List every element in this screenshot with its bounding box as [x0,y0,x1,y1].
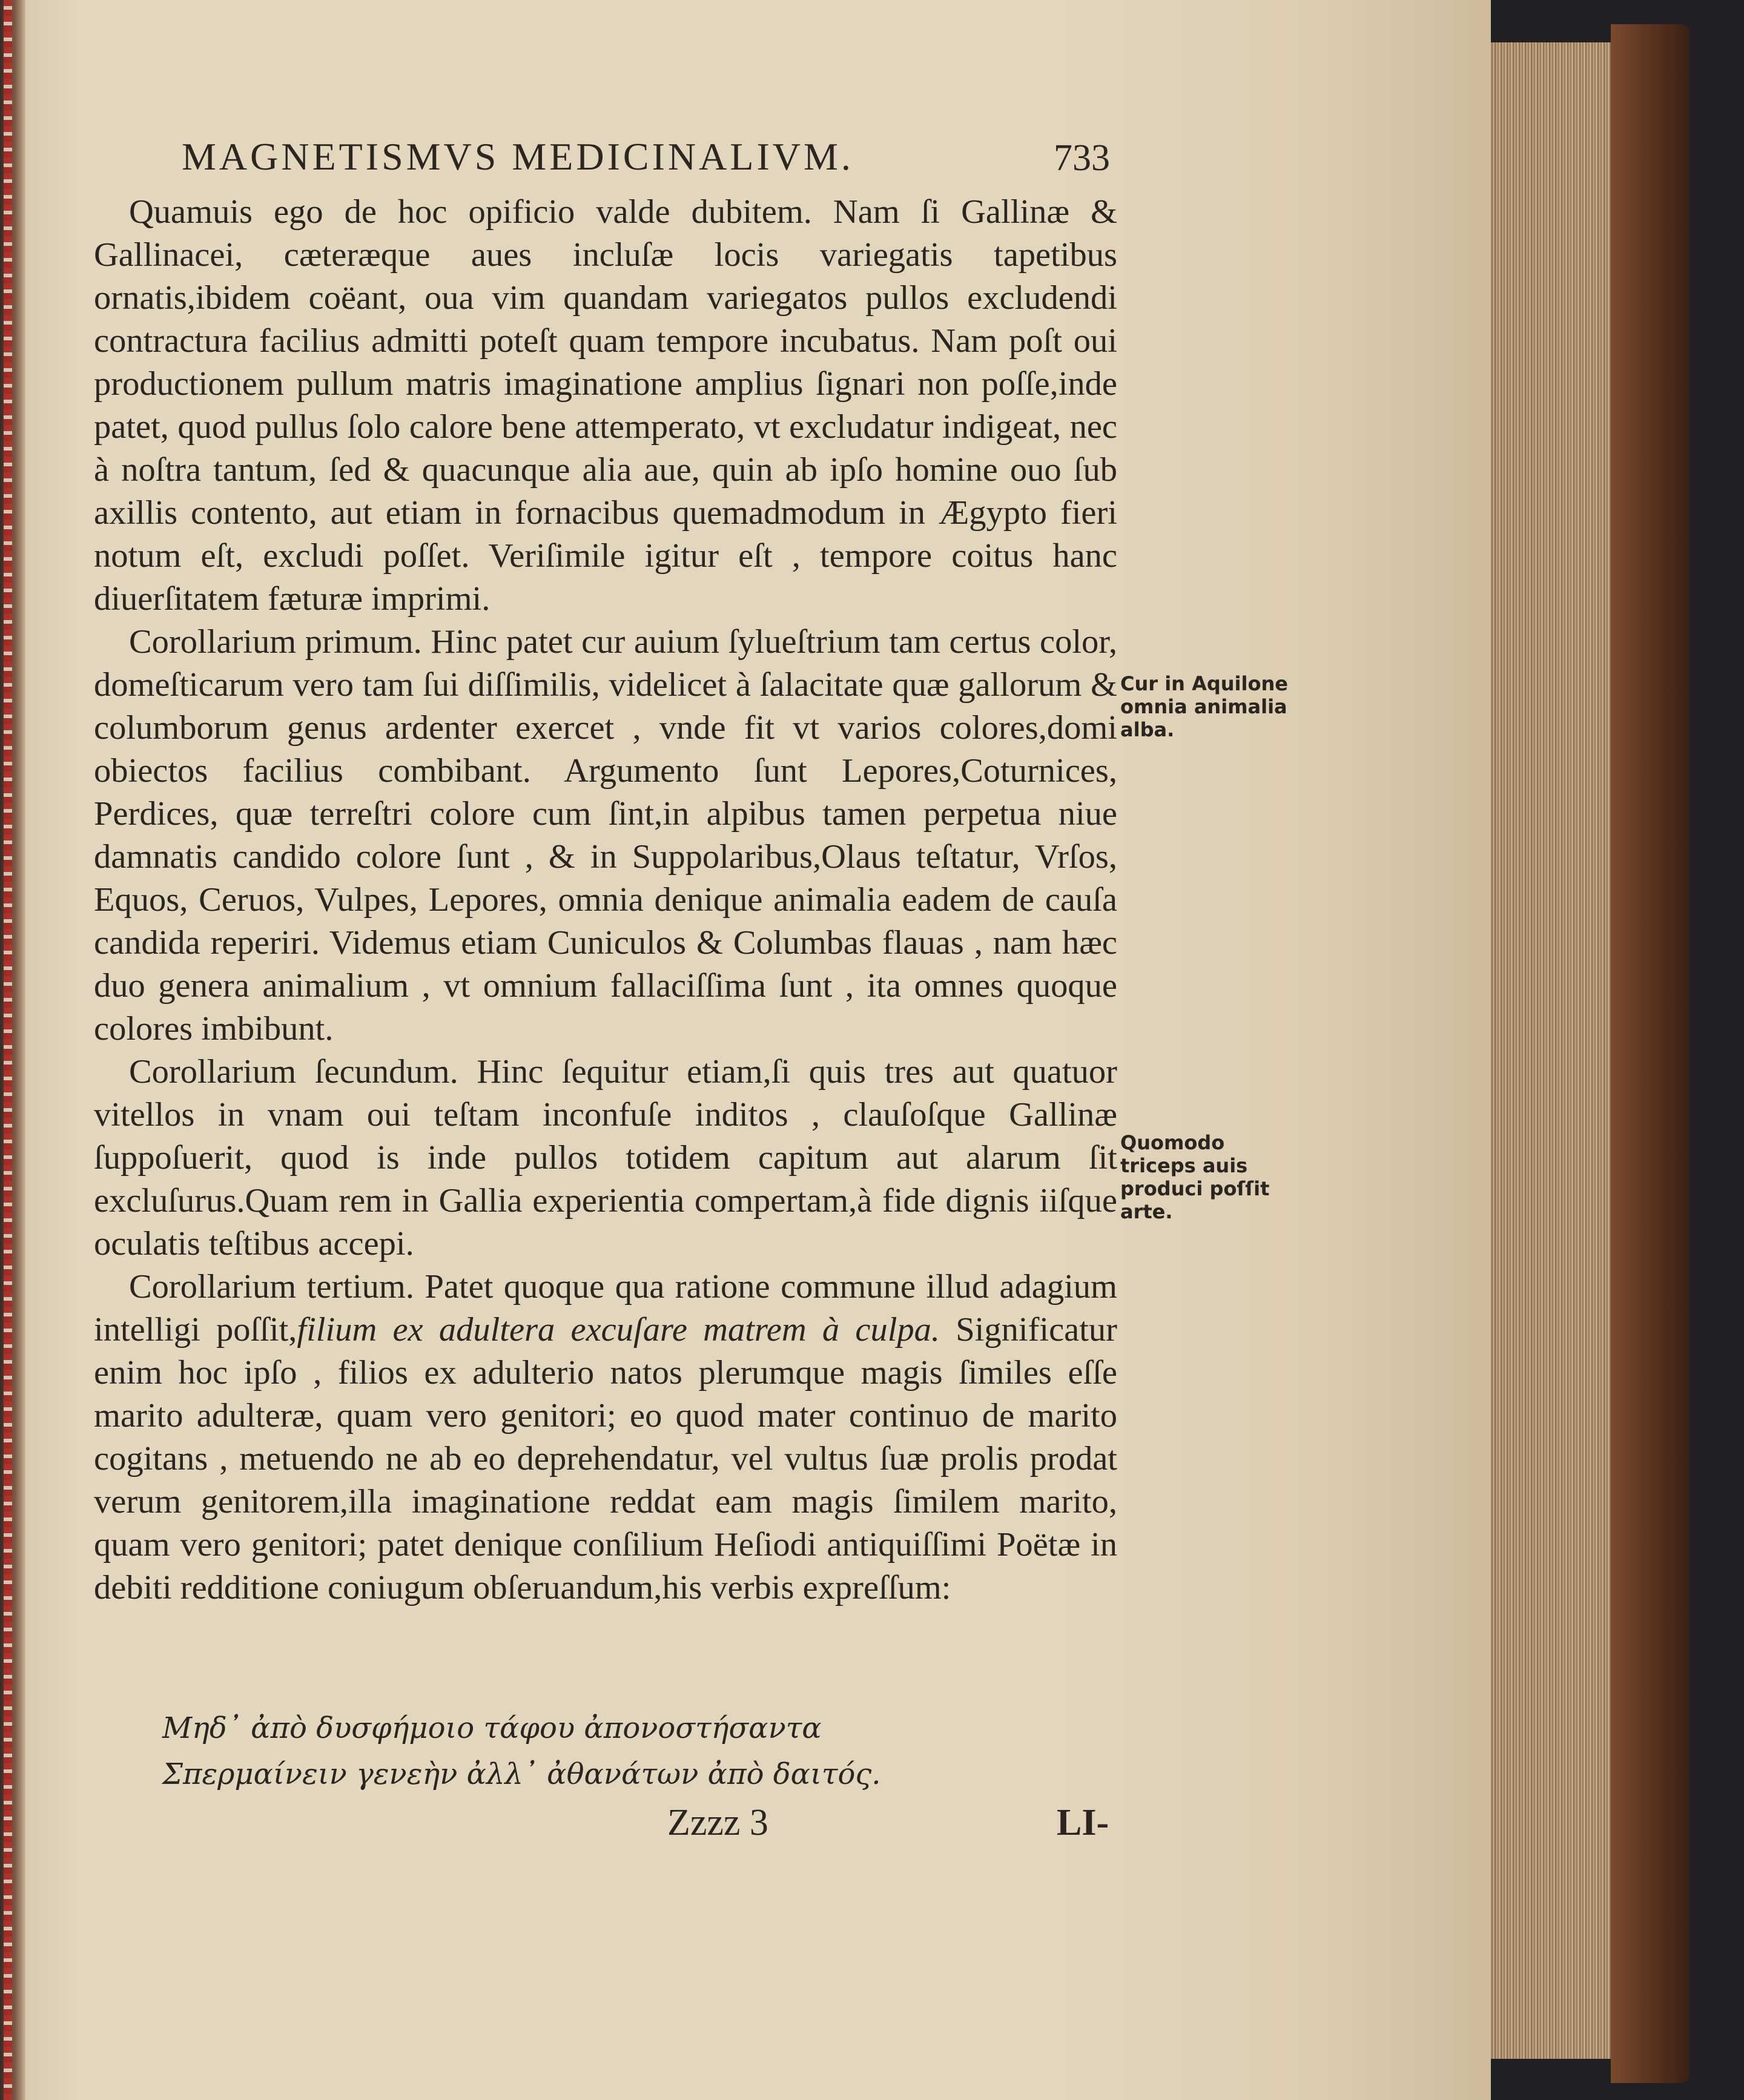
paragraph-text: Corollarium tertium. Patet quoque qua ratione commune illud adagium intelligi poſſit, [94,1268,1117,1349]
running-title: MAGNETISMVS MEDICINALIVM. [182,135,854,178]
page-block-edge [1478,42,1611,2059]
catchword: LI- [1057,1802,1109,1843]
paragraph-text: Significatur enim hoc ipſo , filios ex adulterio natos plerumque magis ſimiles eſſe marito adulteræ, quam vero genitori; eo quod mater continuo de marito cogitans , metuendo ne ab eo deprehendatur, vel vultus ſuæ prolis prodat verum genitorem,illa imaginatione reddat eam magis ſimilem marito, quam vero genitori; patet denique conſilium Heſiodi antiquiſſimi Poëtæ in debiti redditione coniugum obſeruandum,his verbis expreſſum: [94,1311,1118,1606]
paragraph [94,1266,1117,1610]
greek-quote-line: Σπερμαίνειν γενεὴν ἀλλ᾽ ἀθανάτων ἀπὸ δαιτός. [162,1757,881,1791]
marginal-note: Quomodo triceps auis produci poſſit arte. [1120,1131,1270,1223]
book-cover-edge [1611,24,1689,2083]
greek-quote-line: Μηδ᾽ ἀπὸ δυσφήμοιο τάφου ἀπονοστήσαντα [162,1711,822,1745]
page-number: 733 [1054,137,1110,179]
bookmark-ribbon [4,0,12,2100]
signature-mark: Zzzz 3 [667,1802,768,1843]
paragraph: Quamuis ego de hoc opificio valde dubitem. Nam ſi Gallinæ & Gallinacei, cæteræque aues incluſæ locis variegatis tapetibus ornatis,ibidem coëant, oua vim quandam variegatos pullos excludendi contractura facilius admitti poteſt quam tempore incubatus. Nam poſt oui productionem pullum matris imaginatione amplius ſignari non poſſe,inde patet, quod pullus ſolo calore bene attemperato, vt excludatur indigeat, nec à noſtra tantum, ſed & quacunque alia aue, quin ab ipſo homine ouo ſub axillis contento, aut etiam in fornacibus quemadmodum in Ægypto fieri notum eſt, excludi poſſet. Veriſimile igitur eſt , tempore coitus hanc diuerſitatem fæturæ imprimi. [94,193,1117,618]
paragraph: Corollarium ſecundum. Hinc ſequitur etiam,ſi quis tres aut quatuor vitellos in vnam oui teſtam inconfuſe inditos , clauſoſque Gallinæ ſuppoſuerit, quod is inde pullos totidem capitum aut alarum ſit excluſurus.Quam rem in Gallia experientia compertam,à fide dignis iiſque oculatis teſtibus accepi. [94,1053,1117,1263]
adage-italic: filium ex adultera excuſare matrem à culpa. [297,1311,940,1349]
marginal-note: Cur in Aquilone omnia animalia alba. [1120,672,1288,741]
main-text [94,191,1117,1610]
paragraph: Corollarium primum. Hinc patet cur auium ſylueſtrium tam certus color, domeſticarum vero tam ſui diſſimilis, videlicet à ſalacitate quæ gallorum & columborum genus ardenter exercet , vnde fit vt varios colores,domi obiectos facilius combibant. Argumento ſunt Lepores,Coturnices, Perdices, quæ terreſtri colore cum ſint,in alpibus tamen perpetua niue damnatis candido colore ſunt , & in Suppolaribus,Olaus teſtatur, Vrſos, Equos, Ceruos, Vulpes, Lepores, omnia denique animalia eadem de cauſa candida reperiri. Videmus etiam Cuniculos & Columbas flauas , nam hæc duo genera animalium , vt omnium fallaciſſima ſunt , ita omnes quoque colores imbibunt. [94,623,1117,1048]
